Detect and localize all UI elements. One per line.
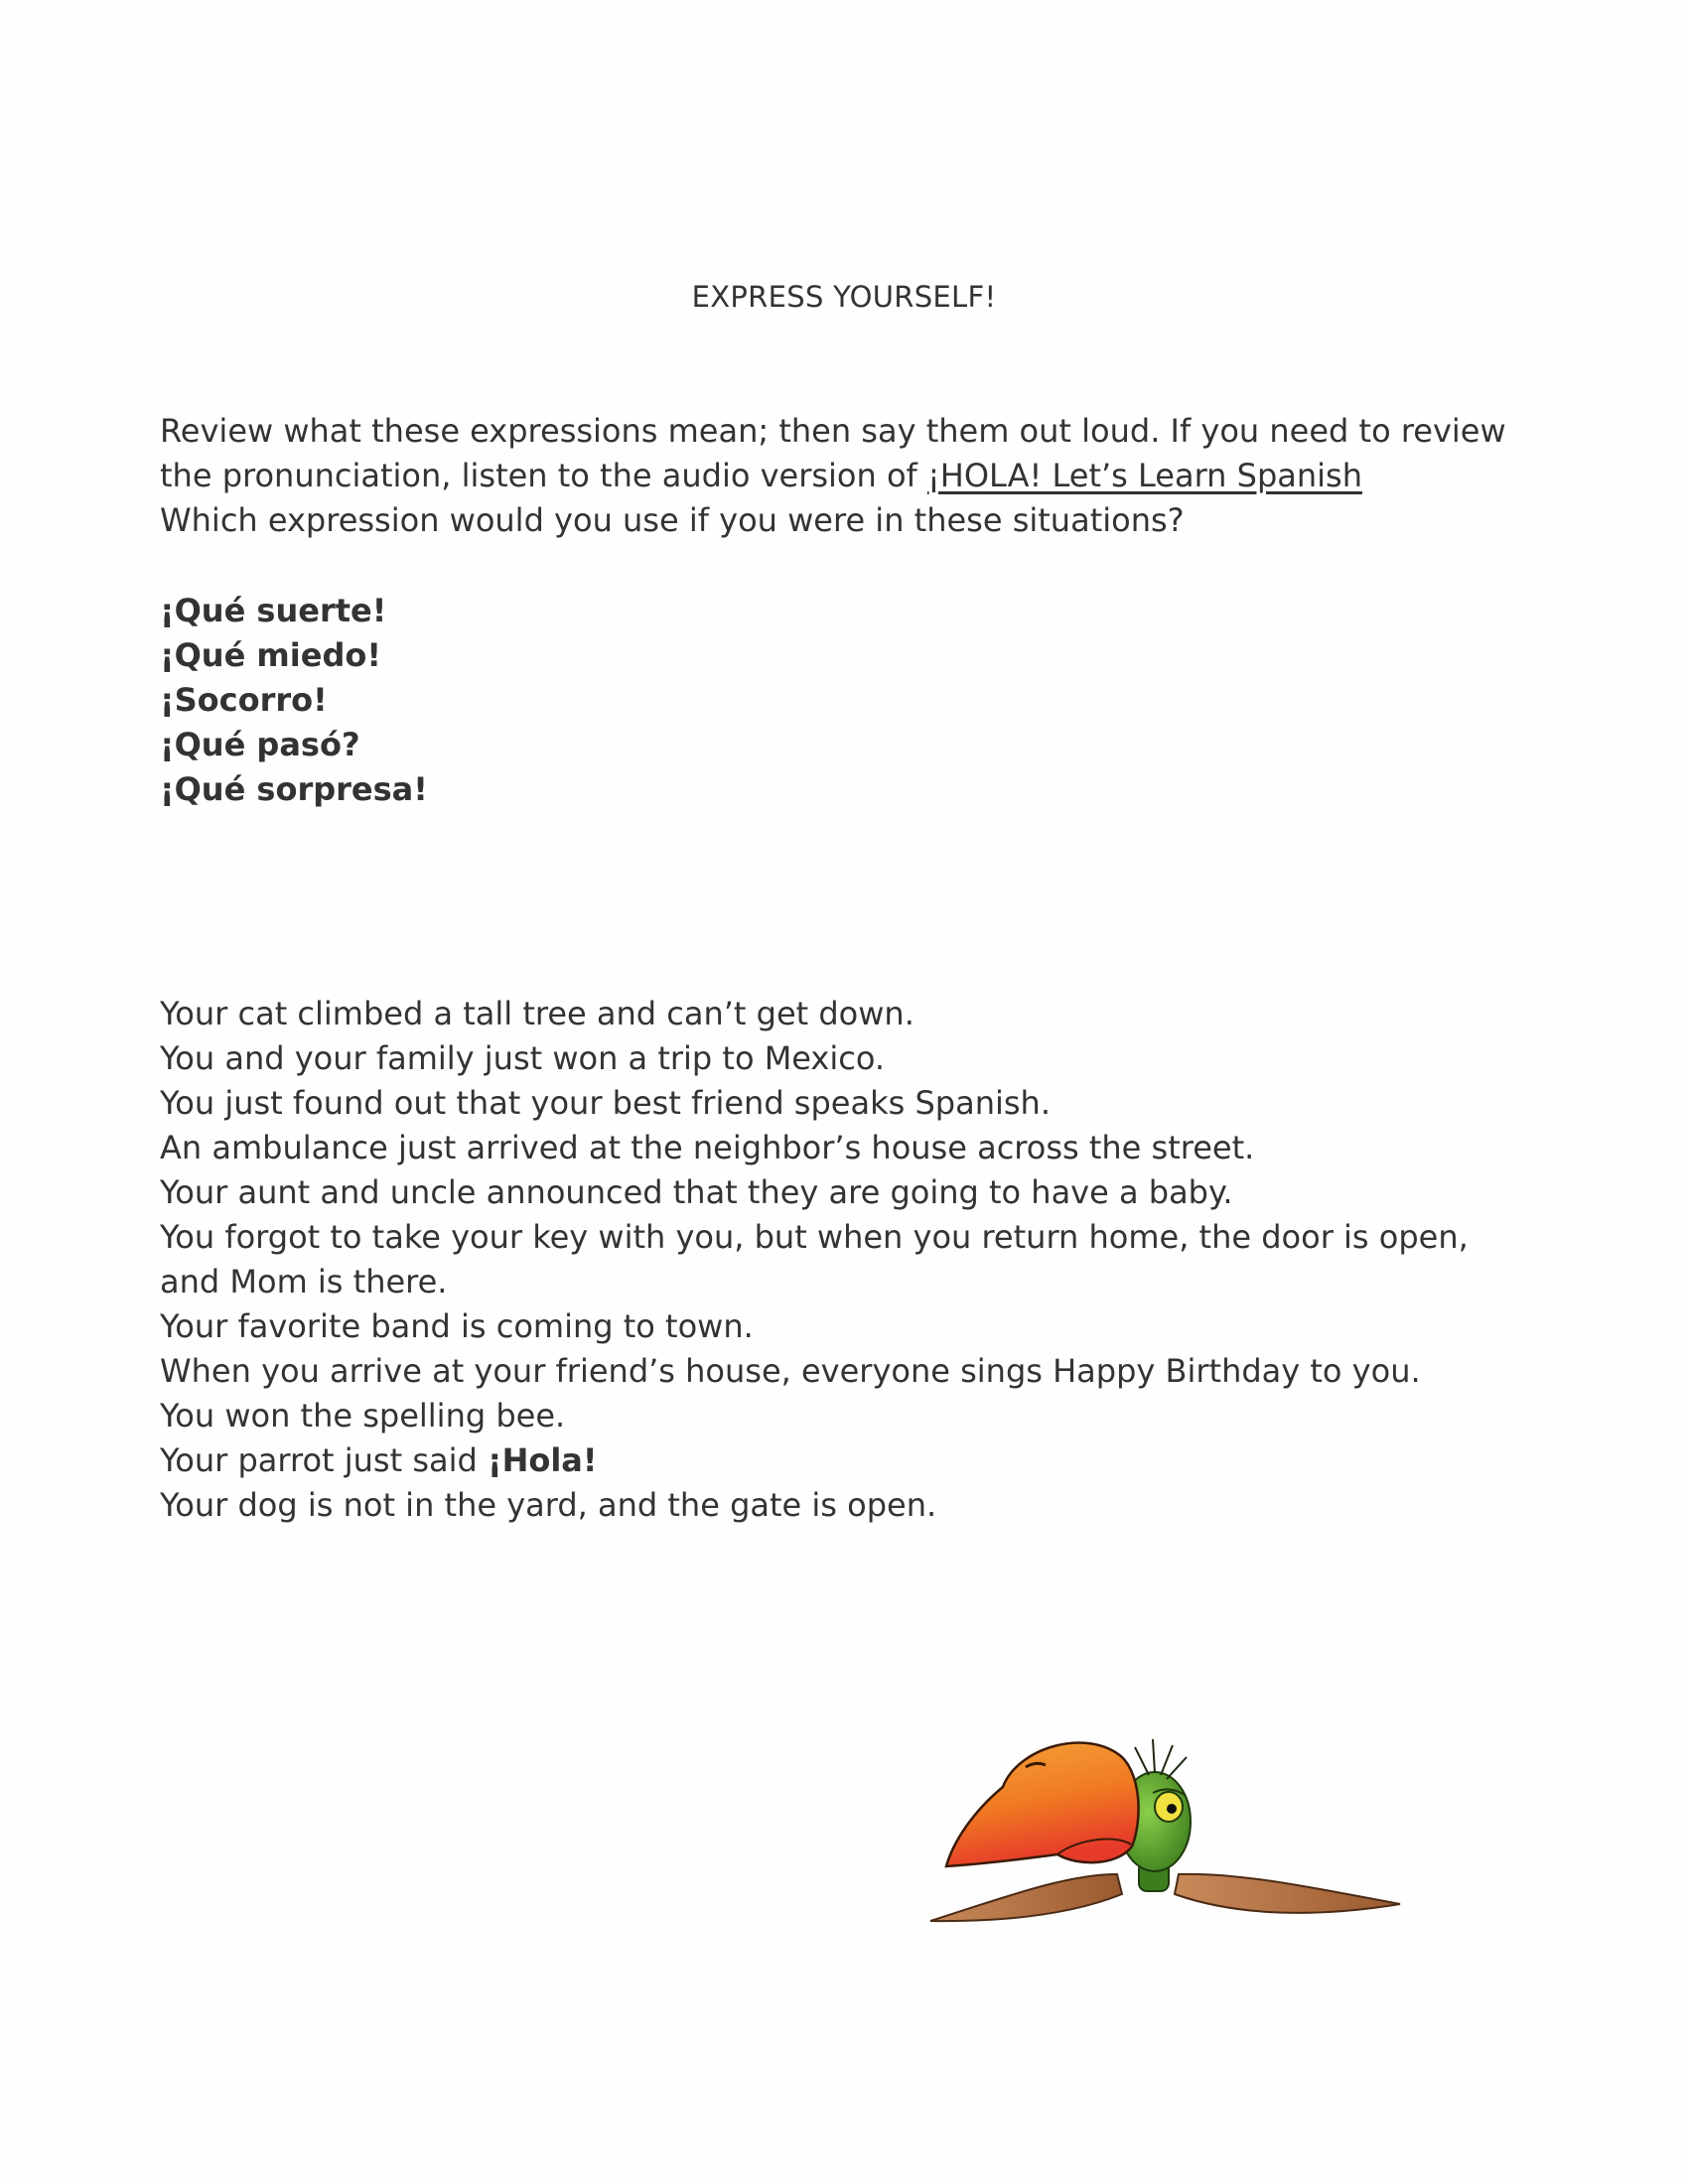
left-wing-shape <box>930 1874 1122 1921</box>
head-feathers <box>1135 1739 1187 1779</box>
situation-item-continued: and Mom is there. <box>160 1263 448 1300</box>
expression-list <box>160 589 428 812</box>
situation-item-parrot <box>160 1438 1570 1483</box>
instructions-line-3: Which expression would you use if you were in these situations? <box>160 501 1185 539</box>
expression-item: ¡Qué miedo! <box>160 636 381 674</box>
pupil-shape <box>1167 1804 1177 1814</box>
situation-item: An ambulance just arrived at the neighbor’s house across the street. <box>160 1129 1255 1166</box>
parrot-illustration-icon <box>918 1727 1415 1946</box>
expression-item: ¡Qué suerte! <box>160 592 387 629</box>
situation-parrot-text: Your parrot just said <box>160 1441 488 1479</box>
book-title: ¡HOLA! Let’s Learn Spanish <box>926 457 1362 494</box>
parrot-word: ¡Hola! <box>487 1441 598 1479</box>
situation-item: You and your family just won a trip to Mexico. <box>160 1039 886 1077</box>
instructions-line-2-text: the pronunciation, listen to the audio version of <box>160 457 927 494</box>
instructions-line-1: Review what these expressions mean; then say them out loud. If you need to review <box>160 412 1506 450</box>
situation-item: You forgot to take your key with you, but when you return home, the door is open, <box>160 1218 1469 1256</box>
expression-item: ¡Qué sorpresa! <box>160 770 428 808</box>
situation-list <box>160 992 1570 1528</box>
situation-item: Your aunt and uncle announced that they are going to have a baby. <box>160 1173 1233 1211</box>
instructions <box>160 409 1550 543</box>
situation-item: Your favorite band is coming to town. <box>160 1307 754 1345</box>
page-title: EXPRESS YOURSELF! <box>691 280 997 314</box>
expression-item: ¡Qué pasó? <box>160 726 360 763</box>
right-wing-shape <box>1175 1874 1400 1913</box>
situation-item: Your dog is not in the yard, and the gate is open. <box>160 1486 937 1524</box>
beak-shape <box>946 1743 1139 1866</box>
situation-item: You just found out that your best friend speaks Spanish. <box>160 1084 1051 1122</box>
instructions-line-2 <box>160 454 1550 498</box>
expression-item: ¡Socorro! <box>160 681 328 719</box>
situation-item: Your cat climbed a tall tree and can’t get down. <box>160 995 914 1032</box>
situation-item: You won the spelling bee. <box>160 1397 566 1434</box>
situation-item: When you arrive at your friend’s house, everyone sings Happy Birthday to you. <box>160 1352 1421 1390</box>
